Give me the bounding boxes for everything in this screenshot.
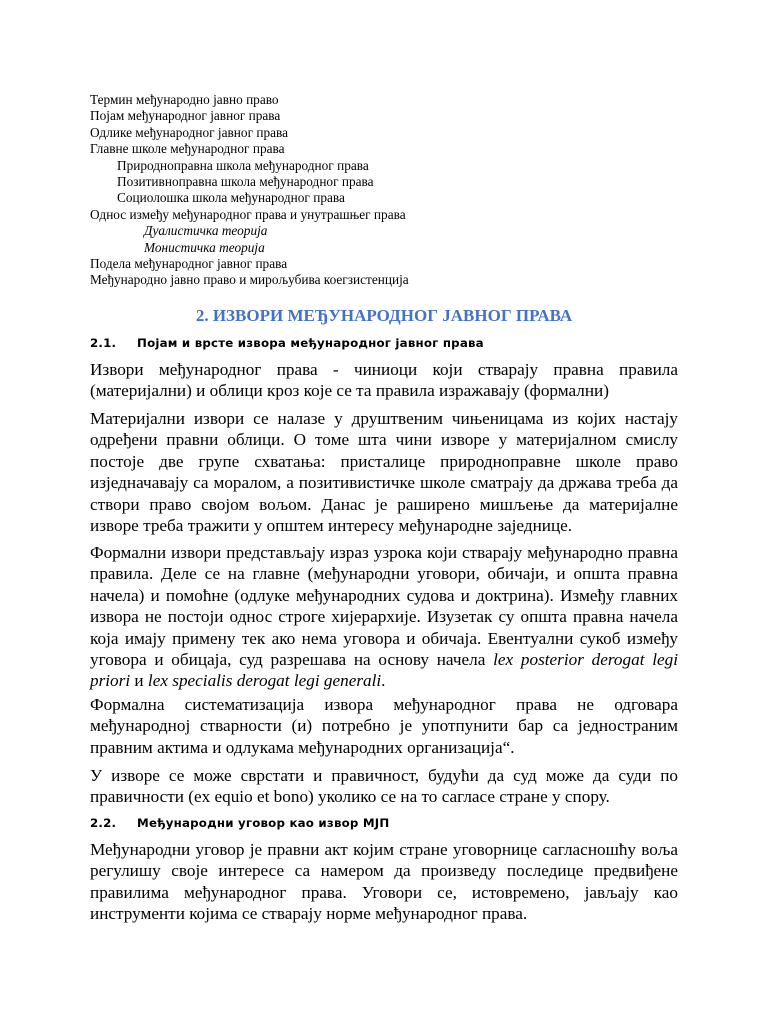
paragraph-5: У изворе се може сврстати и правичност, будући да суд може да суди по правичности (ex equio et bono) уколико се на то сагласе стране у спору. bbox=[90, 766, 678, 807]
toc-item: Монистичка теорија bbox=[144, 239, 265, 255]
toc-item: Термин међународно јавно право bbox=[90, 92, 279, 107]
paragraph-3-text: Формални извори представљају израз узрока који стварају међународно правна правила. Деле се на главне (међународни уговори, обичаји, и општа правна начела) и помоћне (одлуке међународних судова и доктрина). Између главних извора не постоји однос строге хијерархије. Изузетак су општа правна начела која имају примену тек ако нема уговора и обичаја. Евентуални сукоб између уговора и обицаја, суд разрешава на основу начела bbox=[90, 543, 678, 670]
paragraph-3-conjunction: и bbox=[130, 671, 148, 691]
paragraph-3-end: . bbox=[381, 671, 386, 691]
toc-item: Подела међународног јавног права bbox=[90, 256, 288, 272]
subsection-title: Појам и врсте извора међународног јавног права bbox=[137, 336, 484, 350]
latin-maxim-specialis: lex specialis derogat legi generali bbox=[147, 671, 382, 691]
toc-item: Одлике међународног јавног права bbox=[90, 124, 289, 140]
toc-item: Дуалистичка теорија bbox=[144, 223, 268, 239]
subsection-title: Међународни уговор као извор МЈП bbox=[137, 816, 390, 830]
subsection-number: 2.2. bbox=[90, 816, 117, 830]
toc-item: Однос између међународног права и унутрашњег права bbox=[90, 206, 406, 222]
toc-item: Природноправна школа међународног права bbox=[117, 157, 369, 173]
subsection-heading-2-1 bbox=[90, 336, 484, 350]
toc-item: Социолошка школа међународног права bbox=[117, 190, 345, 206]
paragraph-2: Материјални извори се налазе у друштвеним чињеницама из којих настају одређени правни облици. О томе шта чини изворе у материјалном смислу постоје две групе схватања: присталице природноправне школе право изједначавају са моралом, а позитивистичке школе сматрају да држава треба да створи право својом вољом. Данас је раширено мишљење да материјалне изворе треба тражити у општем интересу међународне заједнице. bbox=[90, 409, 678, 536]
table-of-contents bbox=[90, 92, 409, 289]
paragraph-4: Формална систематизација извора међународног права не одговара међународној стварности (и) потребно је употпунити бар са једностраним правним актима и одлукама међународних организација“. bbox=[90, 695, 678, 757]
latin-maxim-posterior: lex posterior derogat legi priori bbox=[90, 650, 678, 691]
paragraph-3 bbox=[90, 542, 678, 692]
toc-item: Међународно јавно право и мирољубива коегзистенција bbox=[90, 272, 409, 288]
toc-item: Главне школе међународног права bbox=[90, 141, 285, 157]
subsection-number: 2.1. bbox=[90, 336, 117, 350]
section-heading: 2. ИЗВОРИ МЕЂУНАРОДНОГ ЈАВНОГ ПРАВА bbox=[195, 306, 573, 325]
paragraph-1: Извори међународног права - чиниоци који стварају правна правила (материјални) и облици кроз које се та правила изражавају (формални) bbox=[90, 360, 678, 401]
toc-item: Појам међународног јавног права bbox=[90, 108, 281, 124]
paragraph-6: Међународни уговор је правни акт којим стране уговорнице сагласношћу воља регулишу своје интересе са намером да произведу последице предвиђене правилима међународног права. Уговори се, истовремено, јављају као инструменти којима се стварају норме међународног права. bbox=[90, 840, 678, 924]
subsection-heading-2-2 bbox=[90, 816, 389, 830]
toc-item: Позитивноправна школа међународног права bbox=[117, 174, 374, 190]
